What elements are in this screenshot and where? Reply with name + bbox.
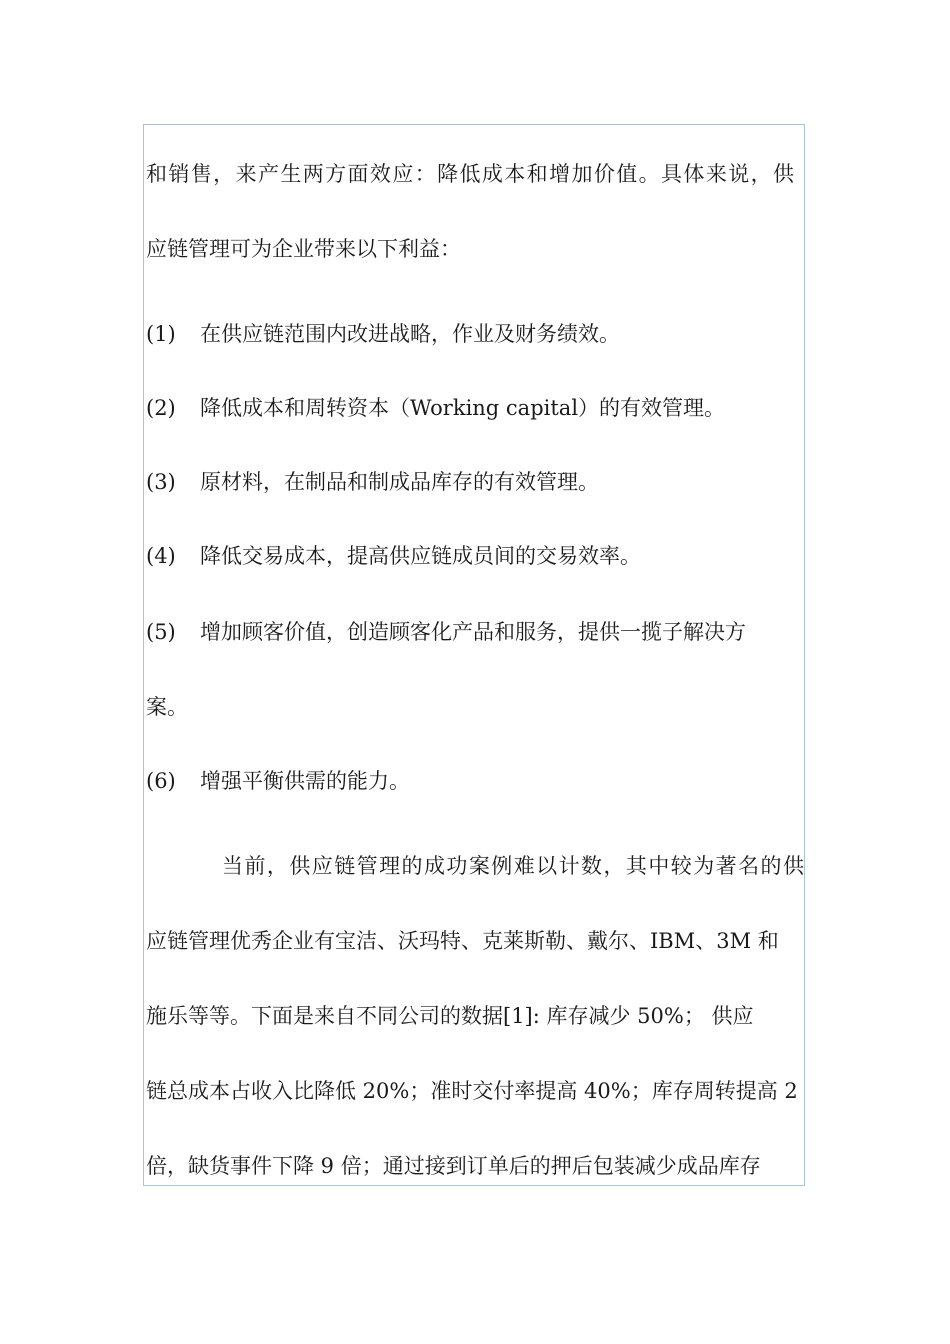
paragraph1-line2: 应链管理可为企业带来以下利益： xyxy=(146,237,461,261)
list-item xyxy=(146,767,410,795)
list-item xyxy=(146,320,620,348)
paragraph2-line5: 倍，缺货事件下降 9 倍；通过接到订单后的押后包装减少成品库存 xyxy=(146,1154,761,1178)
paragraph2-line3: 施乐等等。下面是来自不同公司的数据[1]: 库存减少 50%； 供应 xyxy=(146,1004,754,1028)
list-item-text: 增加顾客价值，创造顾客化产品和服务，提供一揽子解决方 xyxy=(200,620,746,644)
list-item-number: (6) xyxy=(146,769,176,793)
list-item-continuation: 案。 xyxy=(146,695,188,719)
list-item-text: 降低成本和周转资本（Working capital）的有效管理。 xyxy=(200,396,726,420)
list-item-number: (2) xyxy=(146,396,176,420)
list-item xyxy=(146,468,599,496)
list-item xyxy=(146,394,725,422)
paragraph2-line2: 应链管理优秀企业有宝洁、沃玛特、克莱斯勒、戴尔、IBM、3M 和 xyxy=(146,929,779,953)
list-item-number: (4) xyxy=(146,544,176,568)
list-item-number: (3) xyxy=(146,470,176,494)
list-item-text: 降低交易成本，提高供应链成员间的交易效率。 xyxy=(200,544,641,568)
list-item-text: 在供应链范围内改进战略，作业及财务绩效。 xyxy=(200,322,620,346)
paragraph2-line1: 当前，供应链管理的成功案例难以计数，其中较为著名的供 xyxy=(222,854,804,878)
paragraph1-line1: 和销售，来产生两方面效应：降低成本和增加价值。具体来说，供 xyxy=(146,162,794,186)
list-item-number: (5) xyxy=(146,620,176,644)
list-item-number: (1) xyxy=(146,322,176,346)
paragraph2-line4: 链总成本占收入比降低 20%；准时交付率提高 40%；库存周转提高 2 xyxy=(146,1079,798,1103)
list-item xyxy=(146,542,641,570)
list-item xyxy=(146,618,746,646)
list-item-text: 原材料，在制品和制成品库存的有效管理。 xyxy=(200,470,599,494)
list-item-text: 增强平衡供需的能力。 xyxy=(200,769,410,793)
